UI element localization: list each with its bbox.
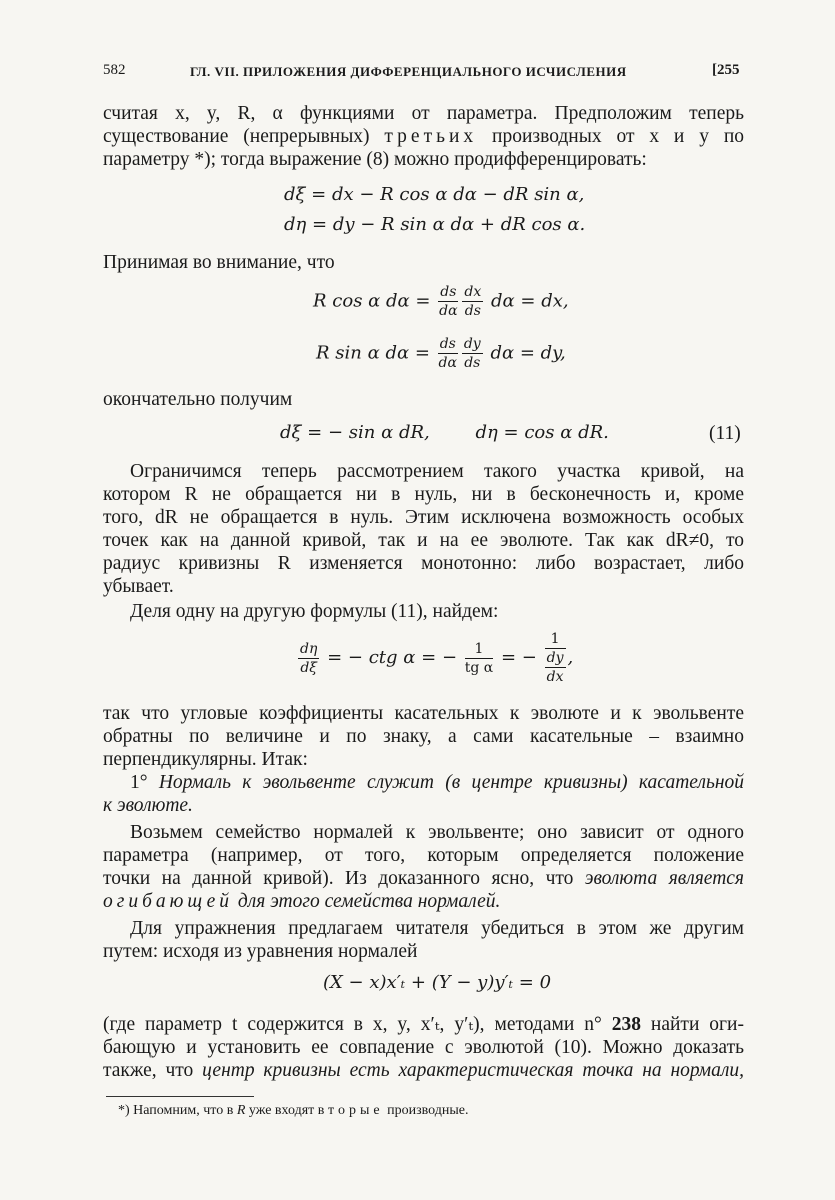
text-line: Принимая во внимание, что	[103, 252, 335, 273]
fraction: $\frac{dy}{ds}$	[463, 336, 481, 371]
footnote-spaced: вторые	[317, 1103, 384, 1118]
footnote-rule	[106, 1096, 254, 1097]
spaced-word: третьих	[384, 126, 478, 147]
text-line	[103, 891, 500, 913]
fraction: $\frac{ds}{d\alpha}$	[439, 284, 458, 319]
equation	[316, 335, 566, 372]
eq-part: R cos α dα =	[313, 290, 431, 312]
equation: (X − x)x′ₜ + (Y − y)y′ₜ = 0	[323, 972, 552, 993]
text-fragment: производных от x и y по	[492, 126, 745, 147]
footnote	[118, 1103, 468, 1119]
spaced-italic: огибающей	[103, 891, 234, 912]
text-line: котором R не обращается ни в нуль, ни в бесконечность и, кроме	[103, 484, 744, 505]
text-line: обратны по величине и по знаку, а сами касательные – взаимно	[103, 726, 744, 747]
italic-fragment: эволюта является	[584, 868, 744, 889]
fraction: 1 dy dx	[546, 631, 564, 685]
fraction: $\frac{ds}{d\alpha}$	[438, 336, 457, 371]
eq-part: = −	[501, 647, 537, 668]
text-line: Для упражнения предлагаем читателя убедиться в этом же другим	[130, 918, 744, 939]
text-line	[103, 1014, 744, 1036]
fraction: $\frac{1}{\text{tg α}}$	[464, 640, 494, 676]
equation	[296, 630, 573, 686]
text-line	[103, 868, 744, 890]
fraction: $\frac{d\eta}{d\xi}$	[300, 640, 318, 676]
eq-part: R sin α dα =	[316, 342, 430, 364]
text-fragment: существование (непрерывных)	[103, 126, 370, 147]
eq-part: ,	[567, 647, 574, 668]
text-line: перпендикулярны. Итак:	[103, 749, 308, 770]
text-line: убывает.	[103, 576, 174, 597]
footnote-fragment: производные.	[387, 1103, 469, 1118]
theorem-text: Нормаль к эвольвенте служит (в центре кривизны) касательной	[158, 772, 744, 793]
eq-part: dα = dy,	[490, 342, 566, 364]
footnote-fragment: *) Напомним, что в	[118, 1103, 234, 1118]
text-line: радиус кривизны R изменяется монотонно: либо возрастает, либо	[103, 553, 744, 574]
text-fragment: (где параметр t содержится в x, y, x′ₜ, y′ₜ), методами n°	[103, 1014, 602, 1035]
page-number: 582	[103, 62, 126, 78]
text-line: того, dR не обращается в нуль. Этим исключена возможность особых	[103, 507, 744, 528]
text-line: точек как на данной кривой, так и на ее эволюте. Так как dR≠0, то	[103, 530, 744, 551]
theorem-line	[130, 772, 744, 794]
text-line: так что угловые коэффициенты касательных к эволюте и к эвольвенте	[103, 703, 744, 724]
text-fragment: точки на данной кривой). Из доказанного ясно, что	[103, 868, 574, 889]
theorem-number: 1°	[130, 772, 148, 793]
italic-fragment: для этого семейства нормалей.	[237, 891, 501, 912]
text-line: Возьмем семейство нормалей к эвольвенте; оно зависит от одного	[130, 822, 744, 843]
eq-part: = − ctg α = −	[327, 647, 458, 668]
text-line: считая x, y, R, α функциями от параметра. Предположим теперь	[103, 103, 744, 124]
theorem-line: к эволюте.	[103, 795, 193, 816]
equation: dξ = dx − R cos α dα − dR sin α,	[284, 184, 585, 205]
fraction: $\frac{dx}{ds}$	[464, 284, 482, 319]
text-line: бающую и установить ее совпадение с эволютой (10). Можно доказать	[103, 1037, 744, 1058]
text-fragment: также, что	[103, 1060, 194, 1081]
equation: dξ = − sin α dR, dη = cos α dR.	[280, 422, 609, 443]
text-line: путем: исходя из уравнения нормалей	[103, 941, 418, 962]
italic-fragment: центр кривизны есть характеристическая точка на нормали,	[202, 1060, 744, 1081]
eq-part: dα = dx,	[491, 290, 569, 312]
footnote-fragment: уже входят	[248, 1103, 315, 1118]
equation-number: (11)	[709, 423, 741, 444]
chapter-title: ГЛ. VII. ПРИЛОЖЕНИЯ ДИФФЕРЕНЦИАЛЬНОГО ИСЧИСЛЕНИЯ	[190, 64, 627, 79]
text-line: параметра (например, от того, которым определяется положение	[103, 845, 744, 866]
equation: dη = dy − R sin α dα + dR cos α.	[284, 214, 586, 235]
text-line: Ограничимся теперь рассмотрением такого участка кривой, на	[130, 461, 744, 482]
text-line	[103, 126, 744, 148]
footnote-fragment: R	[236, 1103, 246, 1118]
bold-fragment: 238	[611, 1014, 641, 1035]
equation	[313, 283, 569, 320]
text-line: Деля одну на другую формулы (11), найдем:	[130, 601, 499, 622]
text-line: окончательно получим	[103, 389, 293, 410]
text-fragment: найти оги-	[650, 1014, 744, 1035]
text-line	[103, 1060, 744, 1082]
text-line: параметру *); тогда выражение (8) можно продифференцировать:	[103, 149, 647, 170]
section-number: [255	[712, 62, 740, 78]
